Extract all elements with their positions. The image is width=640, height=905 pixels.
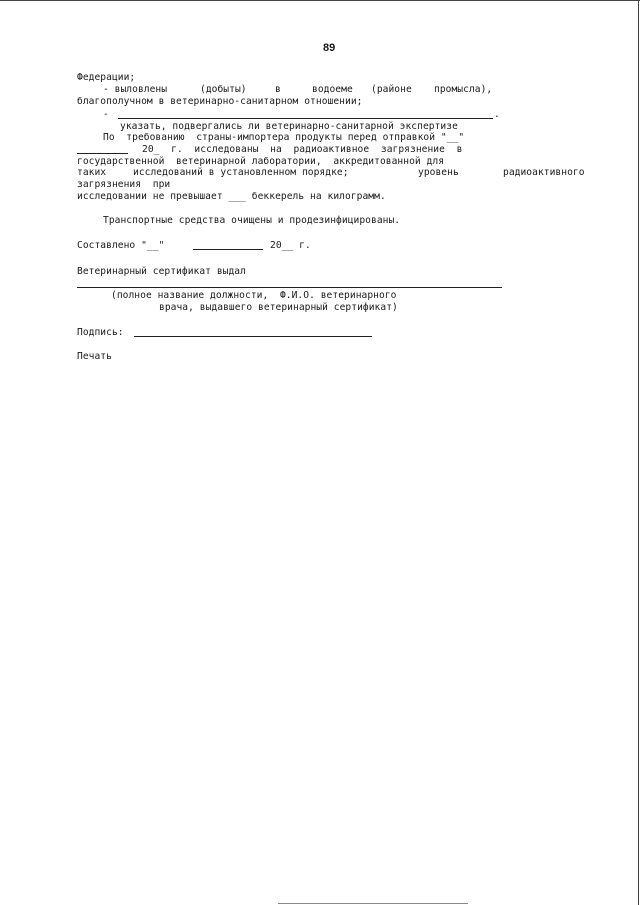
text-line: Ветеринарный сертификат выдал — [77, 266, 246, 277]
text-line: Транспортные средства очищены и продезинфицированы. — [103, 215, 401, 226]
text-line: (добыты) — [200, 84, 247, 95]
signature-line — [134, 336, 372, 337]
text-line: благополучном в ветеринарно-санитарном отношении; — [77, 96, 363, 107]
text-line: - выловлены — [103, 84, 168, 95]
text-line: водоеме — [312, 84, 353, 95]
text-line: загрязнения при — [77, 179, 171, 190]
text-line: исследований в установленном порядке; — [133, 167, 349, 178]
stamp-label: Печать — [77, 351, 112, 362]
blank-line — [193, 249, 263, 250]
page-border-right — [638, 0, 639, 905]
signature-label: Подпись: — [77, 327, 124, 338]
text-line: По требованию страны-импортера продукты перед отправкой "__" — [103, 132, 465, 143]
blank-line — [77, 287, 502, 288]
text-line: уровень — [418, 167, 459, 178]
page-number: 89 — [323, 42, 336, 54]
text-line: . — [494, 109, 500, 120]
text-line: (полное название должности, Ф.И.О. ветеринарного — [111, 290, 397, 301]
text-line: промысла), — [434, 84, 493, 95]
blank-line — [118, 118, 493, 119]
text-line: - — [103, 109, 109, 120]
text-line: государственной ветеринарной лаборатории, аккредитованной для — [77, 156, 445, 167]
text-line: указать, подвергались ли ветеринарно-санитарной экспертизе — [120, 121, 458, 132]
text-line: врача, выдавшего ветеринарный сертификат) — [159, 302, 398, 313]
text-line: Федерации; — [77, 72, 136, 83]
text-line: таких — [77, 167, 107, 178]
blank-line — [77, 153, 128, 154]
text-line: (районе — [371, 84, 412, 95]
text-line: радиоактивного — [503, 167, 585, 178]
page-border-top — [0, 0, 640, 1]
text-line: Составлено "__" — [77, 240, 165, 251]
text-line: 20_ г. исследованы на радиоактивное загрязнение в — [142, 144, 463, 155]
text-line: в — [275, 84, 281, 95]
text-line: исследовании не превышает ___ беккерель на килограмм. — [77, 191, 386, 202]
page-border-bottom — [278, 903, 468, 904]
text-line: 20__ г. — [270, 240, 311, 251]
